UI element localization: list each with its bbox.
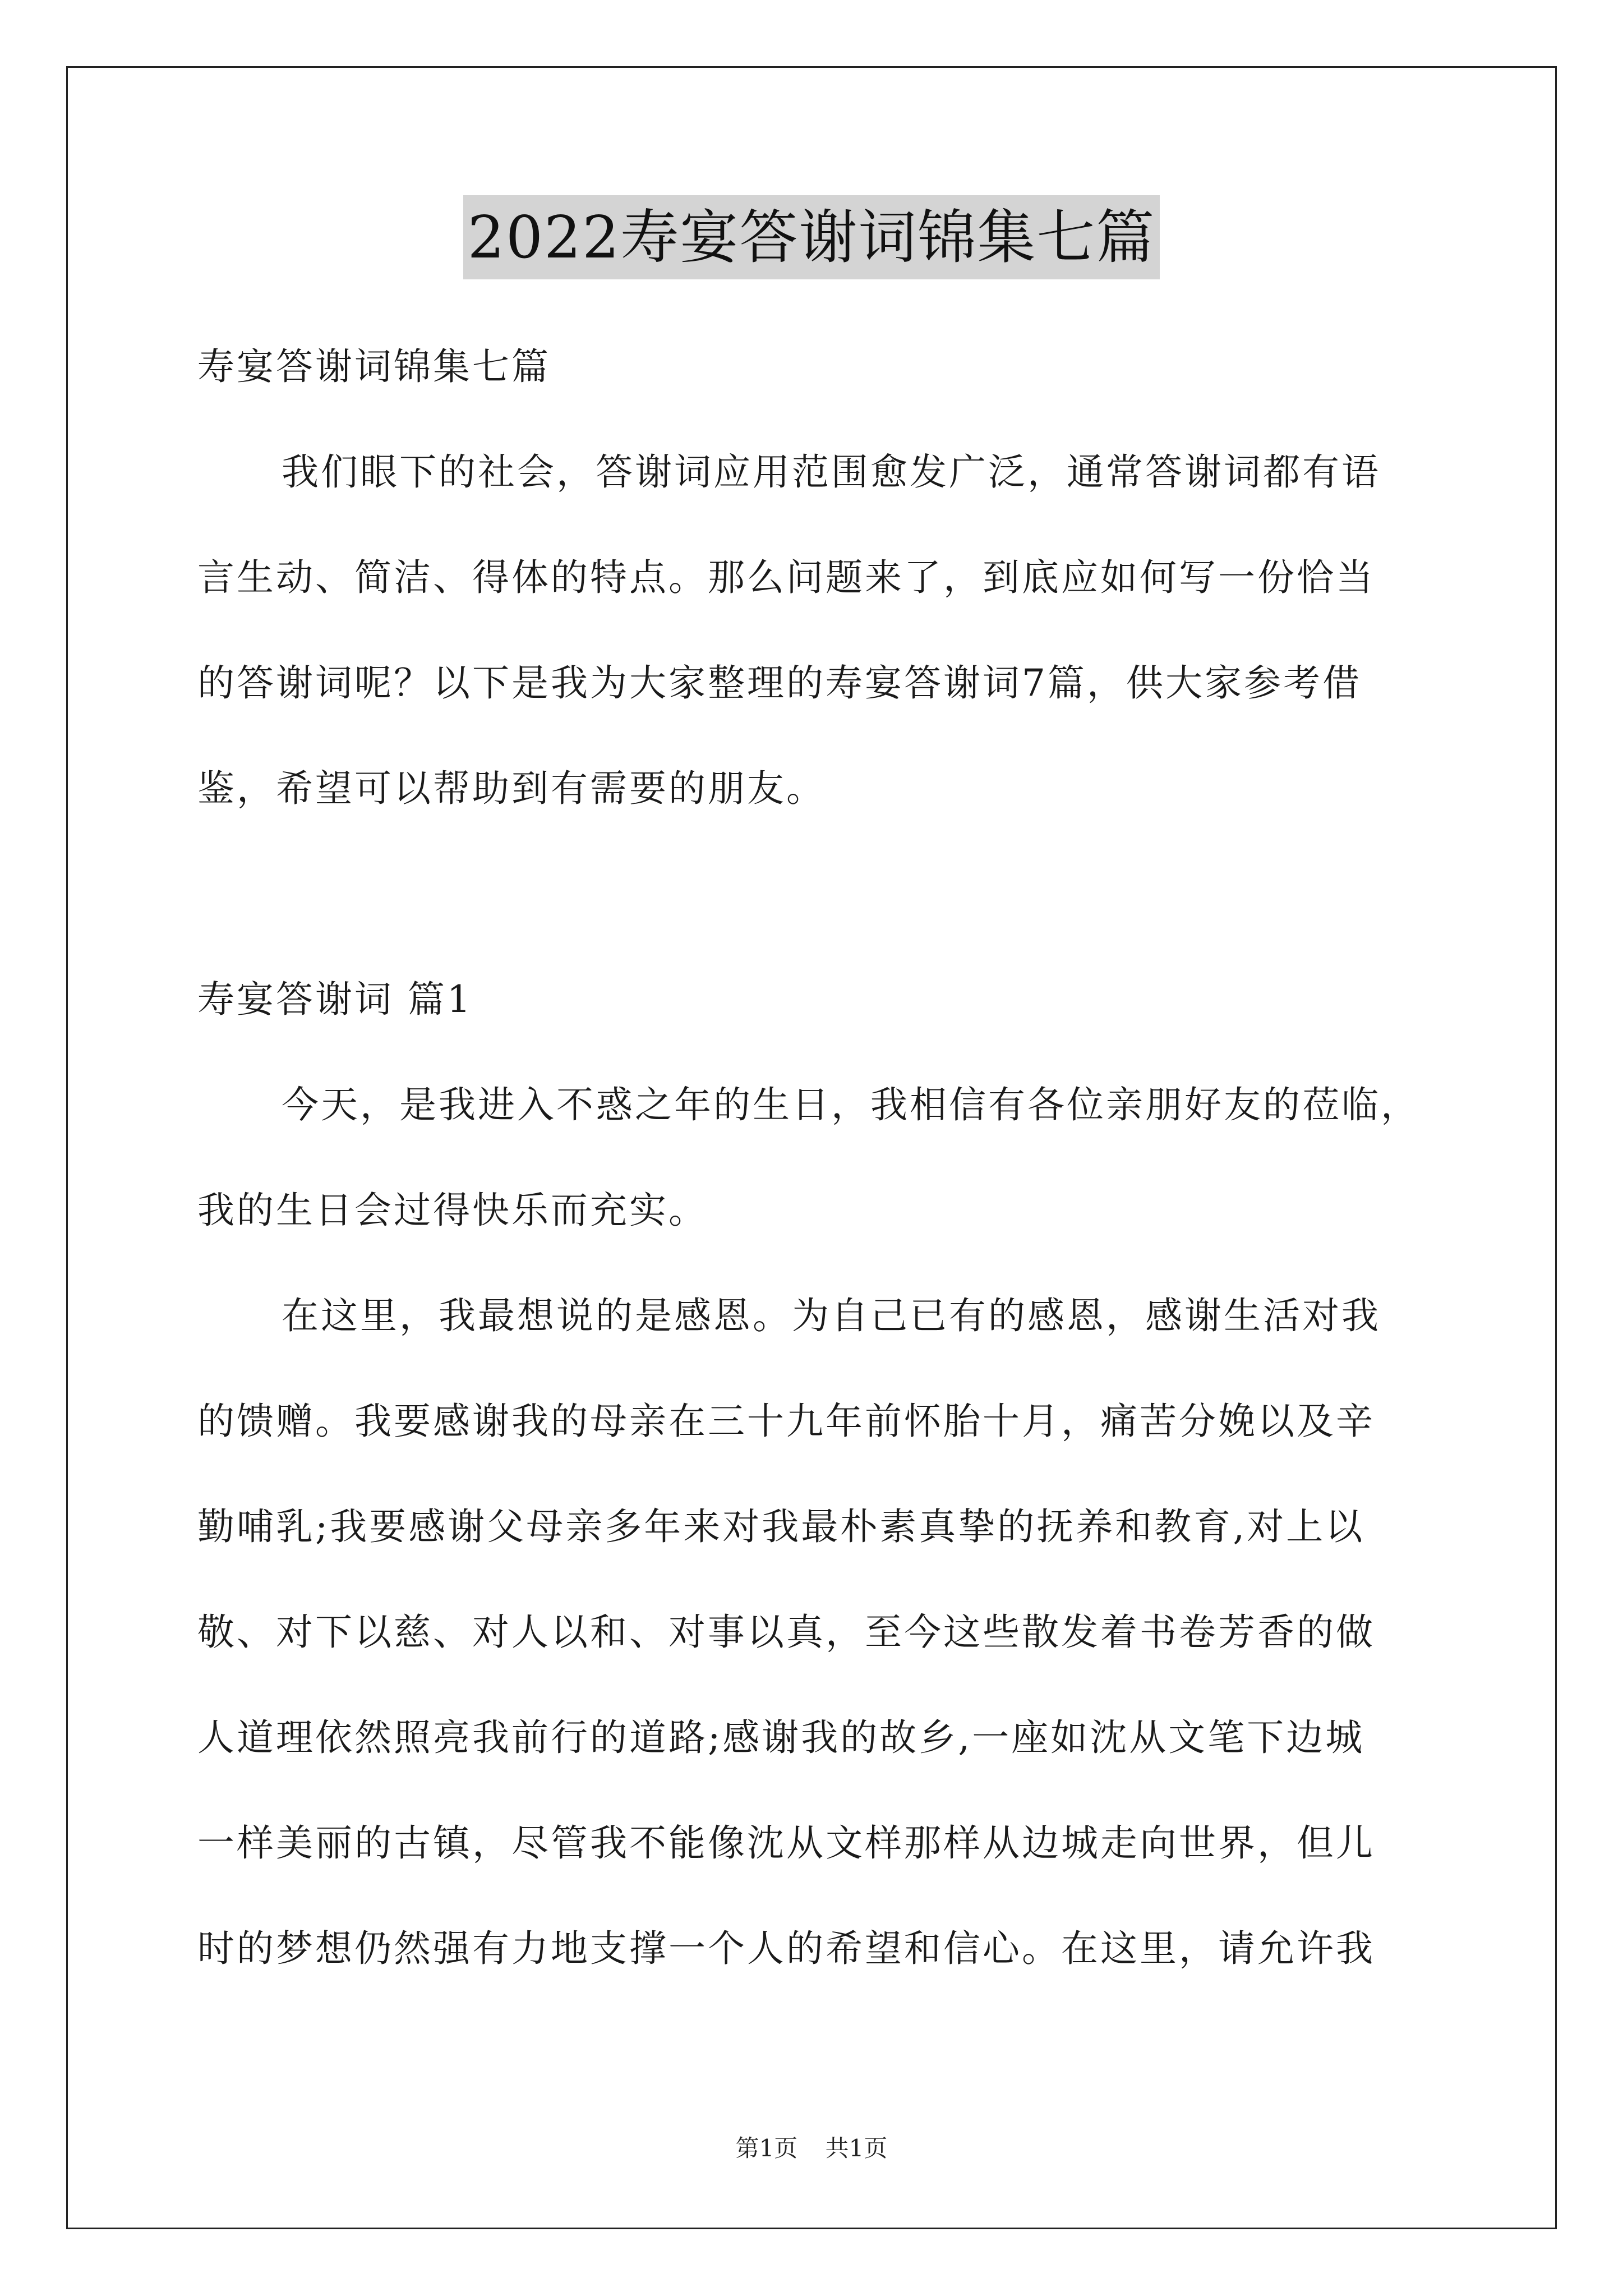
section-heading: 寿宴答谢词 篇1 xyxy=(197,978,473,1021)
subtitle: 寿宴答谢词锦集七篇 xyxy=(197,345,551,388)
intro-line: 我们眼下的社会，答谢词应用范围愈发广泛，通常答谢词都有语 xyxy=(282,450,1381,494)
paragraph-line: 一样美丽的古镇，尽管我不能像沈从文样那样从边城走向世界，但儿 xyxy=(197,1821,1375,1865)
paragraph-line: 在这里，我最想说的是感恩。为自己已有的感恩，感谢生活对我 xyxy=(282,1294,1381,1337)
paragraph-line: 人道理依然照亮我前行的道路;感谢我的故乡,一座如沈从文笔下边城 xyxy=(197,1716,1365,1759)
intro-line: 言生动、简洁、得体的特点。那么问题来了，到底应如何写一份恰当 xyxy=(197,556,1375,599)
document-body xyxy=(197,314,1431,2001)
paragraph-line: 今天，是我进入不惑之年的生日，我相信有各位亲朋好友的莅临， xyxy=(282,1083,1420,1126)
page-footer xyxy=(0,2132,1623,2165)
document-title: 2022寿宴答谢词锦集七篇 xyxy=(463,195,1160,279)
page-total: 共1页 xyxy=(825,2134,888,2162)
paragraph-line: 时的梦想仍然强有力地支撑一个人的希望和信心。在这里，请允许我 xyxy=(197,1927,1375,1970)
paragraph-line: 敬、对下以慈、对人以和、对事以真，至今这些散发着书卷芳香的做 xyxy=(197,1611,1375,1654)
intro-line: 的答谢词呢？以下是我为大家整理的寿宴答谢词7篇，供大家参考借 xyxy=(197,661,1362,705)
intro-line: 鉴，希望可以帮助到有需要的朋友。 xyxy=(197,767,826,810)
paragraph-line: 我的生日会过得快乐而充实。 xyxy=(197,1189,708,1232)
page-number: 第1页 xyxy=(735,2134,798,2162)
paragraph-line: 的馈赠。我要感谢我的母亲在三十九年前怀胎十月，痛苦分娩以及辛 xyxy=(197,1400,1375,1443)
title-container xyxy=(0,195,1623,279)
paragraph-line: 勤哺乳;我要感谢父母亲多年来对我最朴素真挚的抚养和教育,对上以 xyxy=(197,1505,1365,1548)
spacer xyxy=(197,841,1431,947)
